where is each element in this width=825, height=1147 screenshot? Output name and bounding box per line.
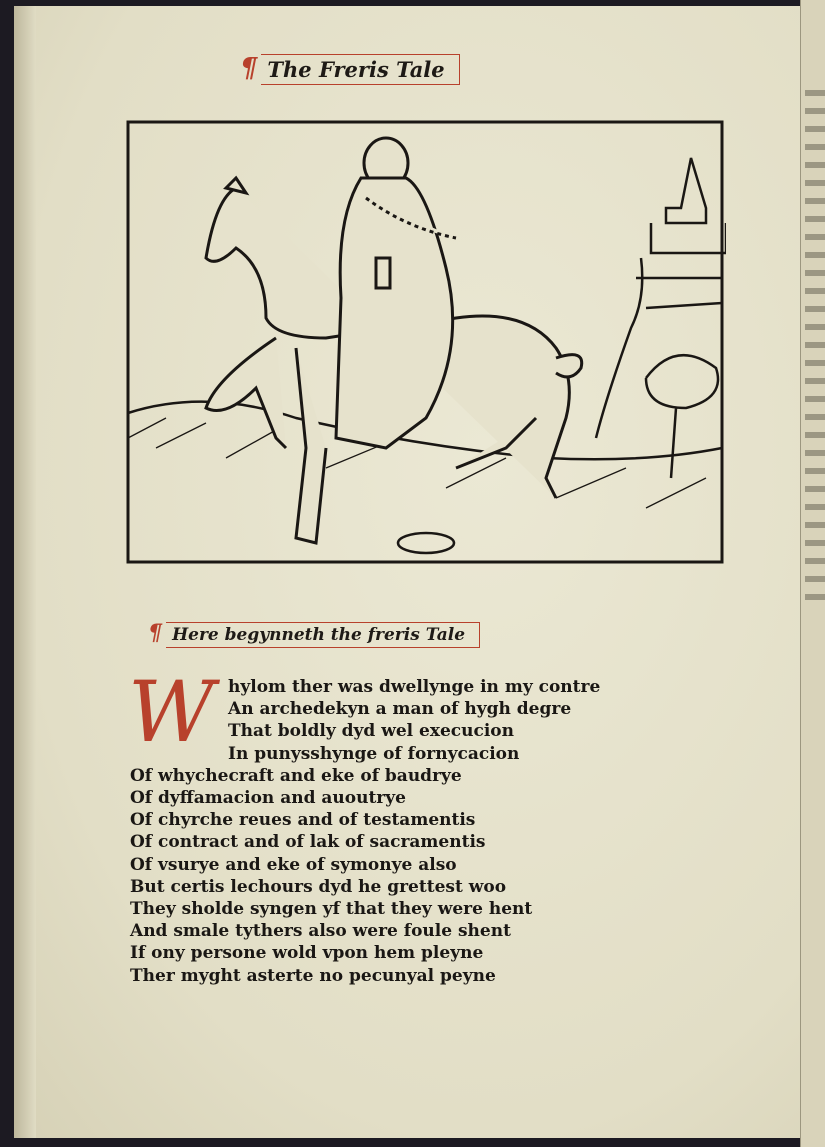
adjacent-page-edge	[800, 0, 825, 1147]
verse-line: Of chyrche reues and of testamentis	[130, 810, 476, 831]
verse-line: They sholde syngen yf that they were hent	[130, 899, 533, 920]
verse-line: If ony persone wold vpon hem pleyne	[130, 943, 484, 964]
verse-line: An archedekyn a man of hygh degre	[228, 699, 572, 720]
tree	[646, 355, 718, 478]
tale-heading	[148, 620, 480, 646]
verse-line: In punysshynge of fornycacion	[228, 743, 520, 764]
running-title-text: The Freris Tale	[261, 54, 459, 85]
pilcrow-icon: ¶	[240, 52, 258, 84]
friar-rider	[336, 138, 456, 448]
verse-line: Ther myght asterte no pecunyal peyne	[130, 965, 496, 986]
verse-line: hylom ther was dwellynge in my contre	[228, 677, 601, 697]
castle	[596, 158, 726, 438]
verse-line: Of contract and of lak of sacramentis	[130, 832, 486, 853]
verse-line: But certis lechours dyd he grettest woo	[130, 876, 507, 897]
verse-text	[130, 676, 600, 987]
drop-cap-initial: W	[128, 663, 215, 761]
verse-line: And smale tythers also were foule shent	[130, 921, 511, 942]
verse-line: That boldly dyd wel execucion	[228, 721, 515, 742]
verse-line: Of whychecraft and eke of baudrye	[130, 765, 462, 786]
running-title	[240, 52, 460, 84]
adjacent-page-text	[805, 90, 825, 610]
stone	[398, 533, 454, 553]
verse-line: Of dyffamacion and auoutrye	[130, 788, 406, 809]
woodcut-friar-on-horseback	[126, 118, 726, 568]
pilcrow-icon: ¶	[148, 620, 163, 646]
binding-gutter	[14, 6, 36, 1138]
tale-heading-text: Here begynneth the freris Tale	[166, 622, 480, 648]
verse-line: Of vsurye and eke of symonye also	[130, 854, 457, 875]
